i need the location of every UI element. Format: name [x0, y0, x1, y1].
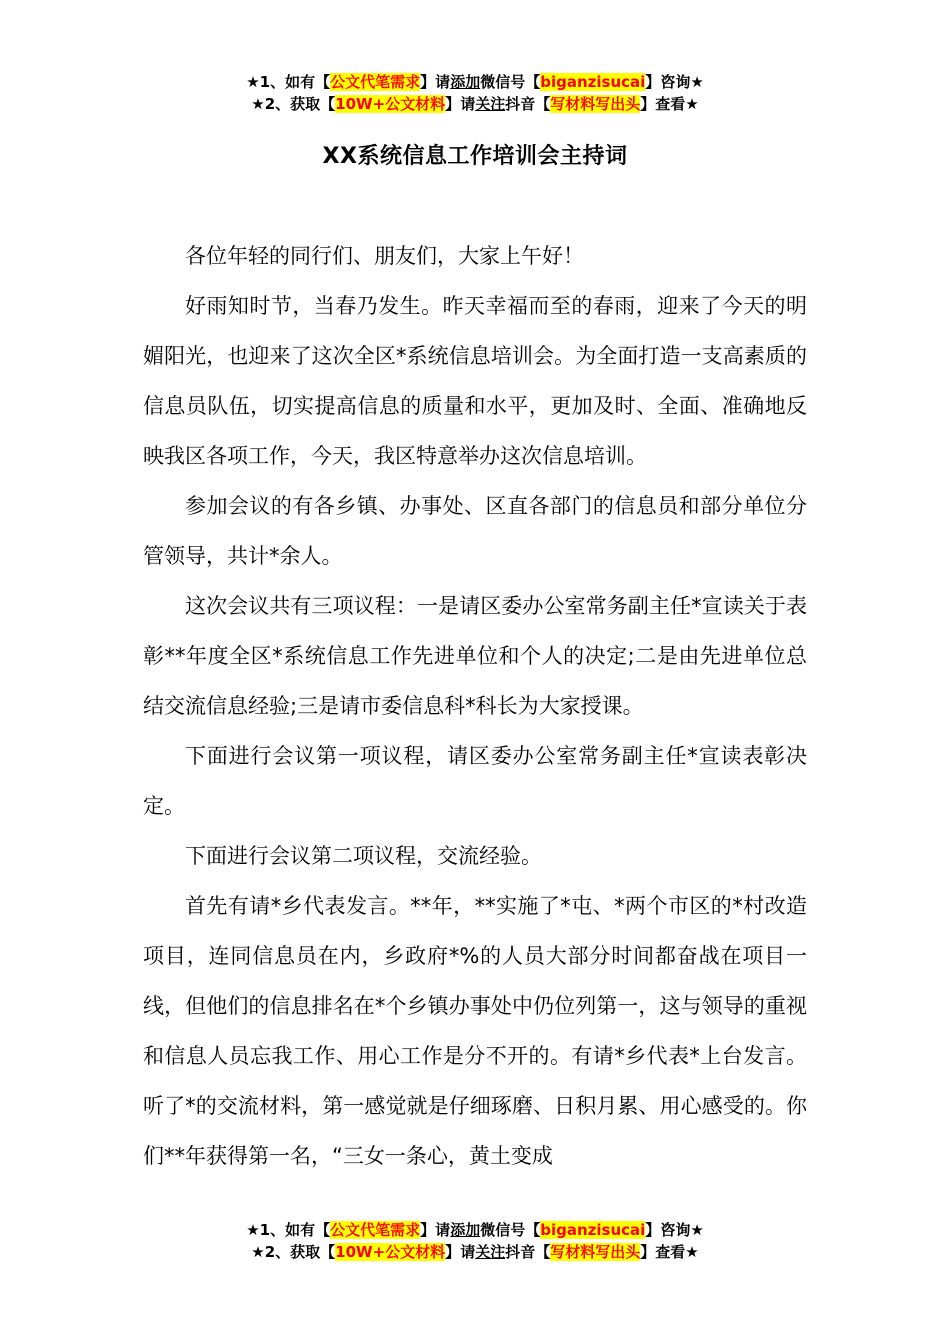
banner-highlight-wechat-id: biganzisucai — [540, 73, 646, 91]
paragraph: 首先有请*乡代表发言。**年，**实施了*屯、*两个市区的*村改造项目，连同信息员在内，乡政府*%的人员大部分时间都奋战在项目一线，但他们的信息排名在*个乡镇办事处中仍位列第一，这与领导的重视和信息人员忘我工作、用心工作是分不开的。有请*乡代表*上台发言。听了*的交流材料，第一感觉就是仔细琢磨、日积月累、用心感受的。你们**年获得第一名，“三女一条心，黄土变成 — [143, 894, 807, 1168]
banner-bracket: 】 — [420, 73, 436, 91]
banner-bracket: 】 — [445, 1243, 461, 1261]
banner-highlight-service: 公文代笔需求 — [330, 73, 421, 91]
banner-line-1 — [0, 71, 950, 93]
banner-text: 请 — [460, 1243, 476, 1261]
banner-bracket: 【 — [315, 1221, 331, 1239]
document-title: XX系统信息工作培训会主持词 — [322, 144, 628, 169]
banner-highlight-materials: 10W+公文材料 — [335, 1243, 446, 1261]
banner-text: 微信号 — [480, 1221, 526, 1239]
banner-highlight-douyin-account: 写材料写出头 — [550, 95, 641, 113]
paragraph: 下面进行会议第二项议程，交流经验。 — [185, 844, 542, 868]
banner-text: 请 — [460, 95, 476, 113]
banner-line-1-prefix: ★1、如有 — [246, 1221, 316, 1239]
paragraph: 下面进行会议第一项议程，请区委办公室常务副主任*宣读表彰决定。 — [143, 744, 807, 818]
banner-bracket: 】 — [445, 95, 461, 113]
banner-text-underlined: 添加 — [450, 73, 481, 91]
banner-highlight-douyin-account: 写材料写出头 — [550, 1243, 641, 1261]
banner-line-1-suffix: 咨询★ — [660, 73, 704, 91]
paragraph: 这次会议共有三项议程：一是请区委办公室常务副主任*宣读关于表彰**年度全区*系统信息工作先进单位和个人的决定;二是由先进单位总结交流信息经验;三是请市委信息科*科长为大家授课。 — [143, 594, 807, 718]
banner-line-1-suffix: 咨询★ — [660, 1221, 704, 1239]
banner-line-2-suffix: 查看★ — [655, 95, 699, 113]
banner-bracket: 【 — [315, 73, 331, 91]
banner-text: 请 — [435, 1221, 451, 1239]
banner-bracket: 】 — [645, 1221, 661, 1239]
banner-line-2-prefix: ★2、获取 — [251, 95, 321, 113]
paragraph: 各位年轻的同行们、朋友们，大家上午好！ — [185, 244, 584, 268]
paragraph: 好雨知时节，当春乃发生。昨天幸福而至的春雨，迎来了今天的明媚阳光，也迎来了这次全区*系统信息培训会。为全面打造一支高素质的信息员队伍，切实提高信息的质量和水平，更加及时、全面、准确地反映我区各项工作，今天，我区特意举办这次信息培训。 — [143, 294, 807, 468]
banner-bracket: 【 — [525, 73, 541, 91]
banner-line-2-suffix: 查看★ — [655, 1243, 699, 1261]
banner-text: 微信号 — [480, 73, 526, 91]
document-body — [143, 231, 807, 1181]
paragraph: 参加会议的有各乡镇、办事处、区直各部门的信息员和部分单位分管领导，共计*余人。 — [143, 494, 807, 568]
banner-bracket: 【 — [320, 95, 336, 113]
banner-line-2-prefix: ★2、获取 — [251, 1243, 321, 1261]
banner-line-1-prefix: ★1、如有 — [246, 73, 316, 91]
banner-highlight-materials: 10W+公文材料 — [335, 95, 446, 113]
bottom-banner — [0, 1219, 950, 1263]
banner-line-2 — [0, 93, 950, 115]
banner-bracket: 】 — [640, 95, 656, 113]
banner-line-1 — [0, 1219, 950, 1241]
banner-line-2 — [0, 1241, 950, 1263]
banner-bracket: 【 — [535, 95, 551, 113]
banner-text-underlined: 添加 — [450, 1221, 481, 1239]
banner-text: 请 — [435, 73, 451, 91]
banner-bracket: 】 — [640, 1243, 656, 1261]
banner-bracket: 【 — [320, 1243, 336, 1261]
banner-text-underlined: 关注 — [475, 95, 506, 113]
banner-text-underlined: 关注 — [475, 1243, 506, 1261]
banner-highlight-wechat-id: biganzisucai — [540, 1221, 646, 1239]
banner-bracket: 【 — [535, 1243, 551, 1261]
banner-text: 抖音 — [505, 1243, 536, 1261]
banner-highlight-service: 公文代笔需求 — [330, 1221, 421, 1239]
top-banner — [0, 71, 950, 115]
banner-bracket: 】 — [645, 73, 661, 91]
banner-bracket: 【 — [525, 1221, 541, 1239]
banner-bracket: 】 — [420, 1221, 436, 1239]
banner-text: 抖音 — [505, 95, 536, 113]
